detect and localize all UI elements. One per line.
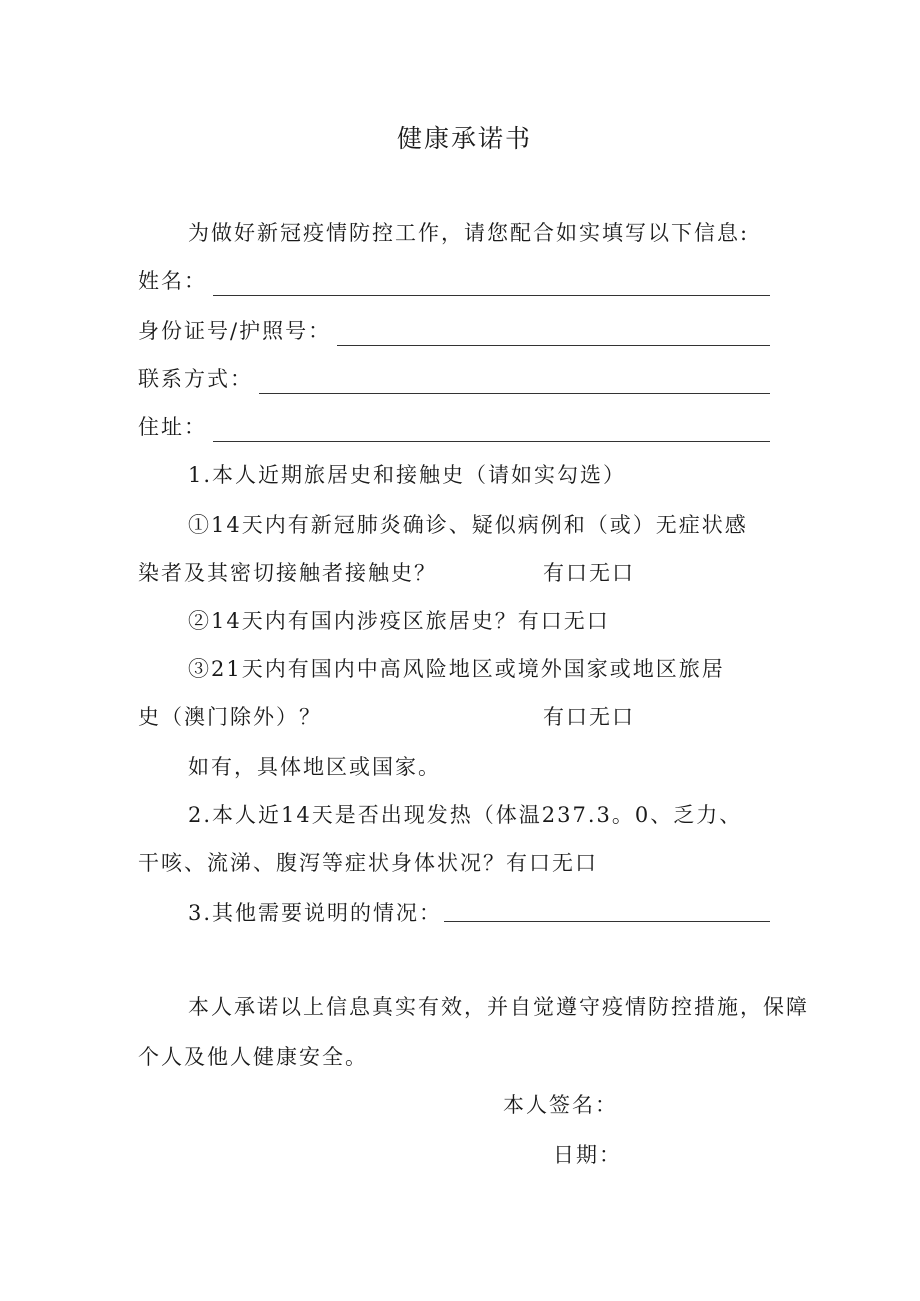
date-label[interactable]: 日期： [553, 1143, 622, 1167]
name-underline[interactable] [213, 273, 770, 296]
name-field[interactable] [138, 266, 770, 296]
address-field[interactable] [138, 412, 770, 442]
q3-options[interactable]: 有口无口 [543, 705, 635, 729]
id-field[interactable] [138, 316, 770, 346]
section2-line1: 2.本人近14天是否出现发热（体温237.3。0、乏力、 [188, 803, 743, 827]
id-label: 身份证号/护照号： [138, 319, 332, 343]
section2-line2[interactable]: 干咳、流涕、腹泻等症状身体状况？有口无口 [138, 851, 598, 875]
q3-line2: 史（澳门除外）？ [138, 705, 322, 729]
contact-underline[interactable] [259, 371, 770, 394]
page-title: 健康承诺书 [397, 124, 533, 153]
pledge-line1: 本人承诺以上信息真实有效，并自觉遵守疫情防控措施，保障 [188, 995, 809, 1019]
contact-label: 联系方式： [138, 367, 253, 391]
if-yes-text: 如有，具体地区或国家。 [188, 755, 441, 779]
intro-text: 为做好新冠疫情防控工作，请您配合如实填写以下信息: [188, 221, 750, 245]
q2-text[interactable]: ②14天内有国内涉疫区旅居史？有口无口 [188, 609, 610, 633]
contact-field[interactable] [138, 364, 770, 394]
address-label: 住址： [138, 415, 207, 439]
section3-label: 3.其他需要说明的情况： [188, 901, 443, 925]
q3-line1: ③21天内有国内中高风险地区或境外国家或地区旅居 [188, 657, 725, 681]
id-underline[interactable] [337, 323, 770, 346]
section3-underline[interactable] [444, 921, 770, 922]
signature-label[interactable]: 本人签名： [503, 1093, 618, 1117]
pledge-line2: 个人及他人健康安全。 [138, 1045, 368, 1069]
q1-line1: ①14天内有新冠肺炎确诊、疑似病例和（或）无症状感 [188, 513, 748, 537]
name-label: 姓名： [138, 269, 207, 293]
section1-heading: 1.本人近期旅居史和接触史（请如实勾选） [188, 463, 627, 487]
q1-line2: 染者及其密切接触者接触史？ [138, 561, 437, 585]
q1-options[interactable]: 有口无口 [543, 561, 635, 585]
address-underline[interactable] [213, 419, 770, 442]
